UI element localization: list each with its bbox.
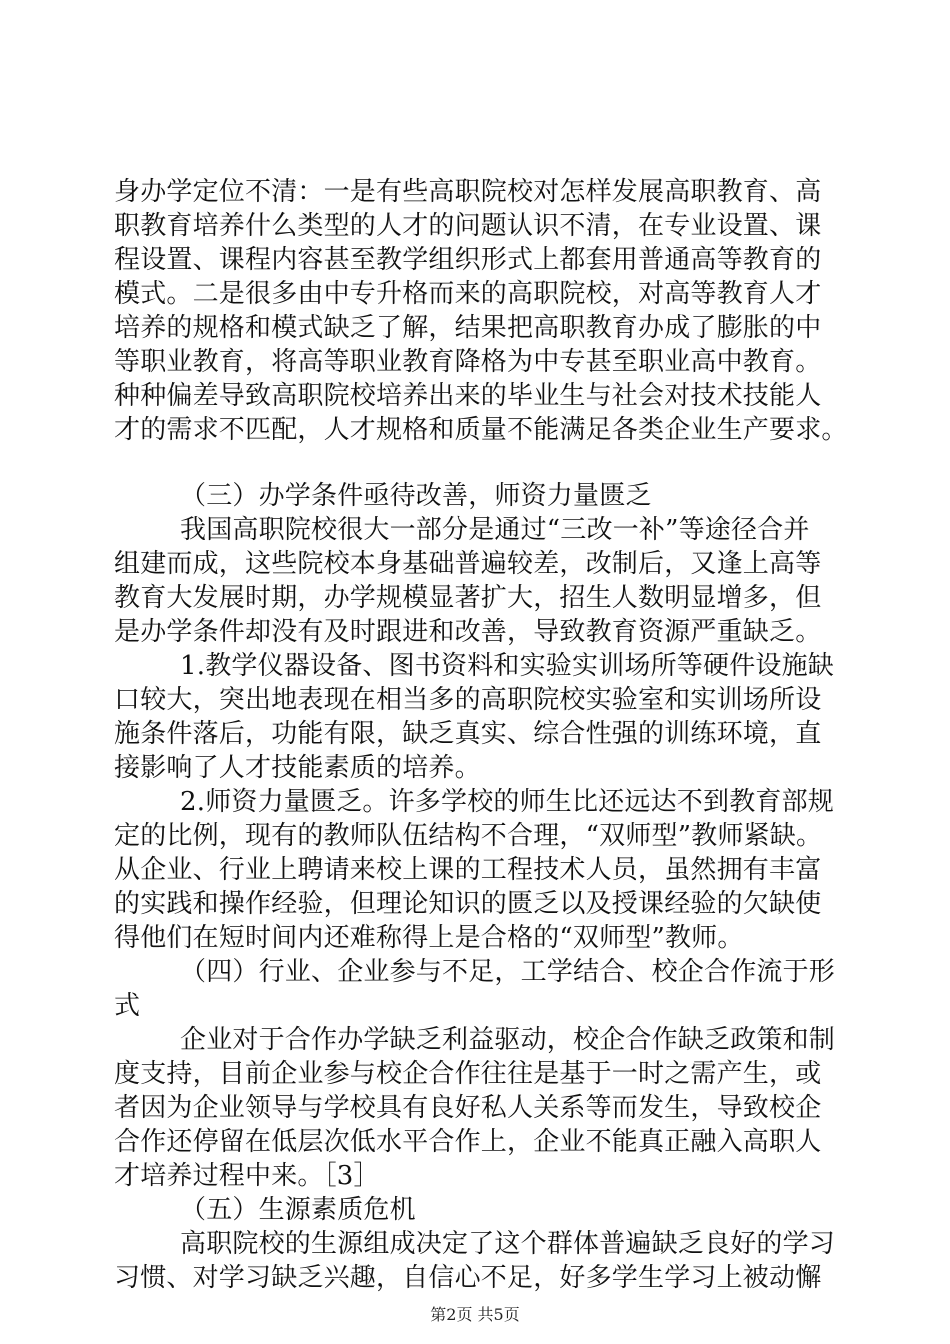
paragraph-line: 培养的规格和模式缺乏了解，结果把高职教育办成了膨胀的中 <box>114 313 822 343</box>
paragraph-line: 才的需求不匹配，人才规格和质量不能满足各类企业生产要求。 <box>114 415 848 445</box>
paragraph-line: 接影响了人才技能素质的培养。 <box>114 753 481 783</box>
paragraph-line: 教育大发展时期，办学规模显著扩大，招生人数明显增多，但 <box>114 583 822 613</box>
paragraph-line: 定的比例，现有的教师队伍结构不合理，“双师型”教师紧缺。 <box>114 821 823 851</box>
paragraph-line: 我国高职院校很大一部分是通过“三改一补”等途径合并 <box>180 515 810 545</box>
paragraph-line: 的实践和操作经验，但理论知识的匮乏以及授课经验的欠缺使 <box>114 889 822 919</box>
section-heading: （三）办学条件亟待改善，师资力量匮乏 <box>180 481 652 511</box>
paragraph-line: 度支持，目前企业参与校企合作往往是基于一时之需产生，或 <box>114 1059 822 1089</box>
paragraph-line: 是办学条件却没有及时跟进和改善，导致教育资源严重缺乏。 <box>114 617 822 647</box>
paragraph-line: 身办学定位不清：一是有些高职院校对怎样发展高职教育、高 <box>114 177 822 207</box>
paragraph-line: 口较大，突出地表现在相当多的高职院校实验室和实训场所设 <box>114 685 822 715</box>
page-number-footer: 第2页 共5页 <box>430 1305 520 1324</box>
paragraph-line: 施条件落后，功能有限，缺乏真实、综合性强的训练环境，直 <box>114 719 822 749</box>
paragraph-line: 企业对于合作办学缺乏利益驱动，校企合作缺乏政策和制 <box>180 1025 836 1055</box>
paragraph-line: 种种偏差导致高职院校培养出来的毕业生与社会对技术技能人 <box>114 381 822 411</box>
paragraph-line: 高职院校的生源组成决定了这个群体普遍缺乏良好的学习 <box>180 1229 836 1259</box>
paragraph-line: 得他们在短时间内还难称得上是合格的“双师型”教师。 <box>114 923 744 953</box>
paragraph-line: 者因为企业领导与学校具有良好私人关系等而发生，导致校企 <box>114 1093 822 1123</box>
paragraph-line: 习惯、对学习缺乏兴趣，自信心不足，好多学生学习上被动懈 <box>114 1263 822 1293</box>
paragraph-line: 1.教学仪器设备、图书资料和实验实训场所等硬件设施缺 <box>180 651 835 681</box>
paragraph-line: 从企业、行业上聘请来校上课的工程技术人员，虽然拥有丰富 <box>114 855 822 885</box>
paragraph-line: 等职业教育，将高等职业教育降格为中专甚至职业高中教育。 <box>114 347 822 377</box>
section-heading-continuation: 式 <box>114 991 141 1021</box>
section-heading: （五）生源素质危机 <box>180 1195 416 1225</box>
paragraph-line: 2.师资力量匮乏。许多学校的师生比还远达不到教育部规 <box>180 787 835 817</box>
paragraph-line: 职教育培养什么类型的人才的问题认识不清，在专业设置、课 <box>114 211 822 241</box>
paragraph-line: 程设置、课程内容甚至教学组织形式上都套用普通高等教育的 <box>114 245 822 275</box>
paragraph-line: 合作还停留在低层次低水平合作上，企业不能真正融入高职人 <box>114 1127 822 1157</box>
section-heading: （四）行业、企业参与不足，工学结合、校企合作流于形 <box>180 957 836 987</box>
paragraph-line: 才培养过程中来。［3］ <box>114 1161 380 1191</box>
paragraph-line: 模式。二是很多由中专升格而来的高职院校，对高等教育人才 <box>114 279 822 309</box>
paragraph-line: 组建而成，这些院校本身基础普遍较差，改制后，又逢上高等 <box>114 549 822 579</box>
